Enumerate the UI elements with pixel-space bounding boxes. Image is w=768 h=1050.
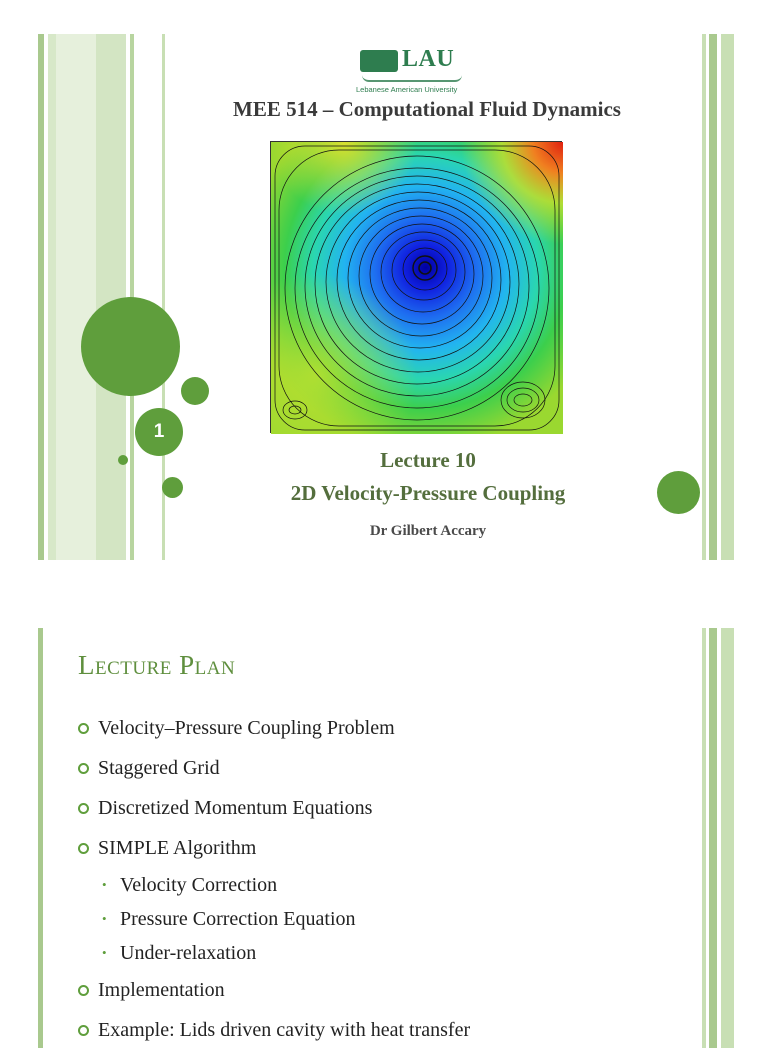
title-slide	[38, 34, 734, 560]
ring-bullet-icon	[78, 1025, 89, 1036]
sub-list-item	[102, 868, 678, 902]
logo-arabic-script	[362, 75, 462, 82]
dot-bullet-icon: •	[102, 911, 107, 926]
list-item-label: Example: Lids driven cavity with heat transfer	[98, 1019, 471, 1041]
plan-list	[78, 708, 678, 1050]
list-item-label: Velocity–Pressure Coupling Problem	[98, 717, 395, 739]
list-item-label: Implementation	[98, 979, 225, 1001]
sub-list-item	[102, 936, 678, 970]
ring-bullet-icon	[78, 985, 89, 996]
lau-logo	[356, 48, 476, 98]
logo-subtitle: Lebanese American University	[356, 85, 458, 94]
sub-list-container	[78, 868, 678, 970]
ring-bullet-icon	[78, 843, 89, 854]
left-stripe-2	[48, 34, 56, 560]
right-stripe-3	[721, 34, 734, 560]
list-item	[78, 748, 678, 788]
list-item	[78, 828, 678, 868]
list-item-label: Discretized Momentum Equations	[98, 797, 373, 819]
sub-list	[102, 868, 678, 970]
course-title: MEE 514 – Computational Fluid Dynamics	[233, 97, 621, 121]
right-stripe-1	[702, 34, 706, 560]
sub-item-label: Under-relaxation	[120, 942, 257, 964]
lecture-title: 2D Velocity-Pressure Coupling	[290, 481, 566, 505]
right-stripe-2	[709, 628, 717, 1048]
slide-number-badge: 1	[135, 408, 183, 456]
ring-bullet-icon	[78, 803, 89, 814]
right-stripe-2	[709, 34, 717, 560]
list-item	[78, 788, 678, 828]
ring-bullet-icon	[78, 723, 89, 734]
right-stripe-3	[721, 628, 734, 1048]
tiny-deco-circle	[118, 455, 128, 465]
list-item	[78, 970, 678, 1010]
left-stripe-3	[56, 34, 96, 560]
author-name: Dr Gilbert Accary	[369, 523, 487, 539]
left-stripe	[38, 628, 43, 1048]
list-item	[78, 1010, 678, 1050]
logo-name: LAU	[402, 46, 455, 72]
right-stripe-1	[702, 628, 706, 1048]
sub-list-item	[102, 902, 678, 936]
sub-item-label: Pressure Correction Equation	[120, 908, 356, 930]
plan-title: Lecture Plan	[78, 650, 236, 680]
lecture-plan-slide	[38, 628, 734, 1048]
lecture-number: Lecture 10	[380, 448, 476, 472]
sub-item-label: Velocity Correction	[120, 874, 278, 896]
list-item-label: SIMPLE Algorithm	[98, 837, 257, 859]
list-item-label: Staggered Grid	[98, 757, 220, 779]
large-deco-circle	[81, 297, 180, 396]
list-item	[78, 708, 678, 748]
lau-emblem-icon	[360, 50, 398, 72]
left-stripe-1	[38, 34, 44, 560]
small-deco-circle	[181, 377, 209, 405]
cavity-flow-figure	[270, 141, 562, 433]
streamline-plot	[271, 142, 563, 434]
dot-bullet-icon: •	[102, 877, 107, 892]
ring-bullet-icon	[78, 763, 89, 774]
dot-bullet-icon: •	[102, 945, 107, 960]
